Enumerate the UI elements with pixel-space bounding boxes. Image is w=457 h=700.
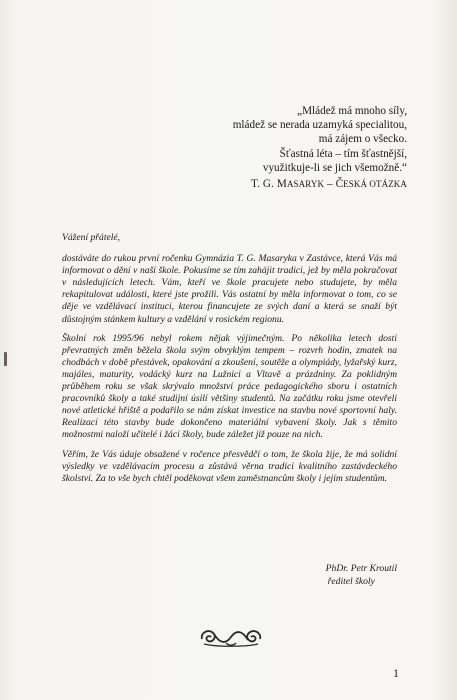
- attribution-prefix: T. G. M: [251, 178, 287, 190]
- flourish-ornament-icon: [196, 624, 266, 650]
- attribution-smallcaps-2: ESKÁ OTÁZKA: [343, 179, 407, 189]
- letter-paragraph: dostáváte do rukou první ročenku Gymnázia T. G. Masaryka v Zastávce, která Vás má informovat o dění v naší škole. Pokusíme se tím zahájit tradici, jež by měla pokračovat v následujících letech. Vám, kteří ve škole pracujete nebo studujete, by měla rekapitulovat události, které jste prožili. Vás ostatní by měla informovat o tom, co se děje ve vzdělávací instituci, kterou financujete ze svých daní a která se snaží být důstojným stánkem kultury a vzdělání v rosickém regionu.: [62, 253, 397, 325]
- epigraph-line: „Mládež má mnoho síly,: [297, 105, 407, 117]
- letter-paragraph: Věřím, že Vás údaje obsažené v ročence přesvědčí o tom, že škola žije, že má solidní výsledky ve vzdělávacím procesu a zůstává věrna tradici kvalitního zastávdeckého školství. Za to vše bych chtěl poděkovat všem zaměstnancům školy i jejím studentům.: [62, 448, 397, 484]
- signature-name: PhDr. Petr Kroutil: [325, 563, 397, 574]
- attribution-dash: – Č: [324, 178, 344, 190]
- epigraph-quote: [107, 104, 407, 175]
- epigraph-line: využitkuje-li se jich všemožně.“: [262, 161, 407, 174]
- page-number: 1: [393, 666, 399, 680]
- epigraph-line: Šťastná léta – tím šťastnější,: [279, 147, 407, 160]
- attribution-smallcaps-1: ASARYK: [286, 179, 325, 189]
- page-edge-mark: [4, 352, 7, 366]
- letter-paragraph: Školní rok 1995/96 nebyl rokem nějak výjimečným. Po několika letech dosti převratných změn běžela škola svým obvyklým tempem – rozvrh hodin, zmatek na chodbách v době přestávek, opakování a zkoušení, soutěže a olympiády, lyžařský kurz, majáles, maturity, vodácký kurz na Lužnici a Vltavě a prázdniny. Za poklidným průběhem roku se však skrývalo množství práce pedagogického sboru i ostatních pracovníků školy a také studijní úsilí většiny studentů. Na začátku roku jsme otevřeli nové atletické hřiště a podařilo se nám získat investice na stavbu nové sportovní haly. Realizací této stavby bude dokončeno materiální vybavení školy. Jak s těmito možnostmi naloží učitelé i žáci školy, bude záležet již pouze na nich.: [62, 332, 397, 441]
- epigraph-line: mládež se nerada uzamyká specialitou,: [232, 119, 407, 132]
- signature-title: ředitel školy: [327, 576, 375, 587]
- epigraph-line: má zájem o všecko.: [318, 133, 407, 146]
- flourish-ornament-svg: [196, 624, 266, 650]
- letter-body: [62, 232, 397, 492]
- epigraph-attribution: [251, 178, 407, 190]
- letter-salutation: Vážení přátelé,: [62, 232, 121, 243]
- signature-block: [326, 562, 397, 588]
